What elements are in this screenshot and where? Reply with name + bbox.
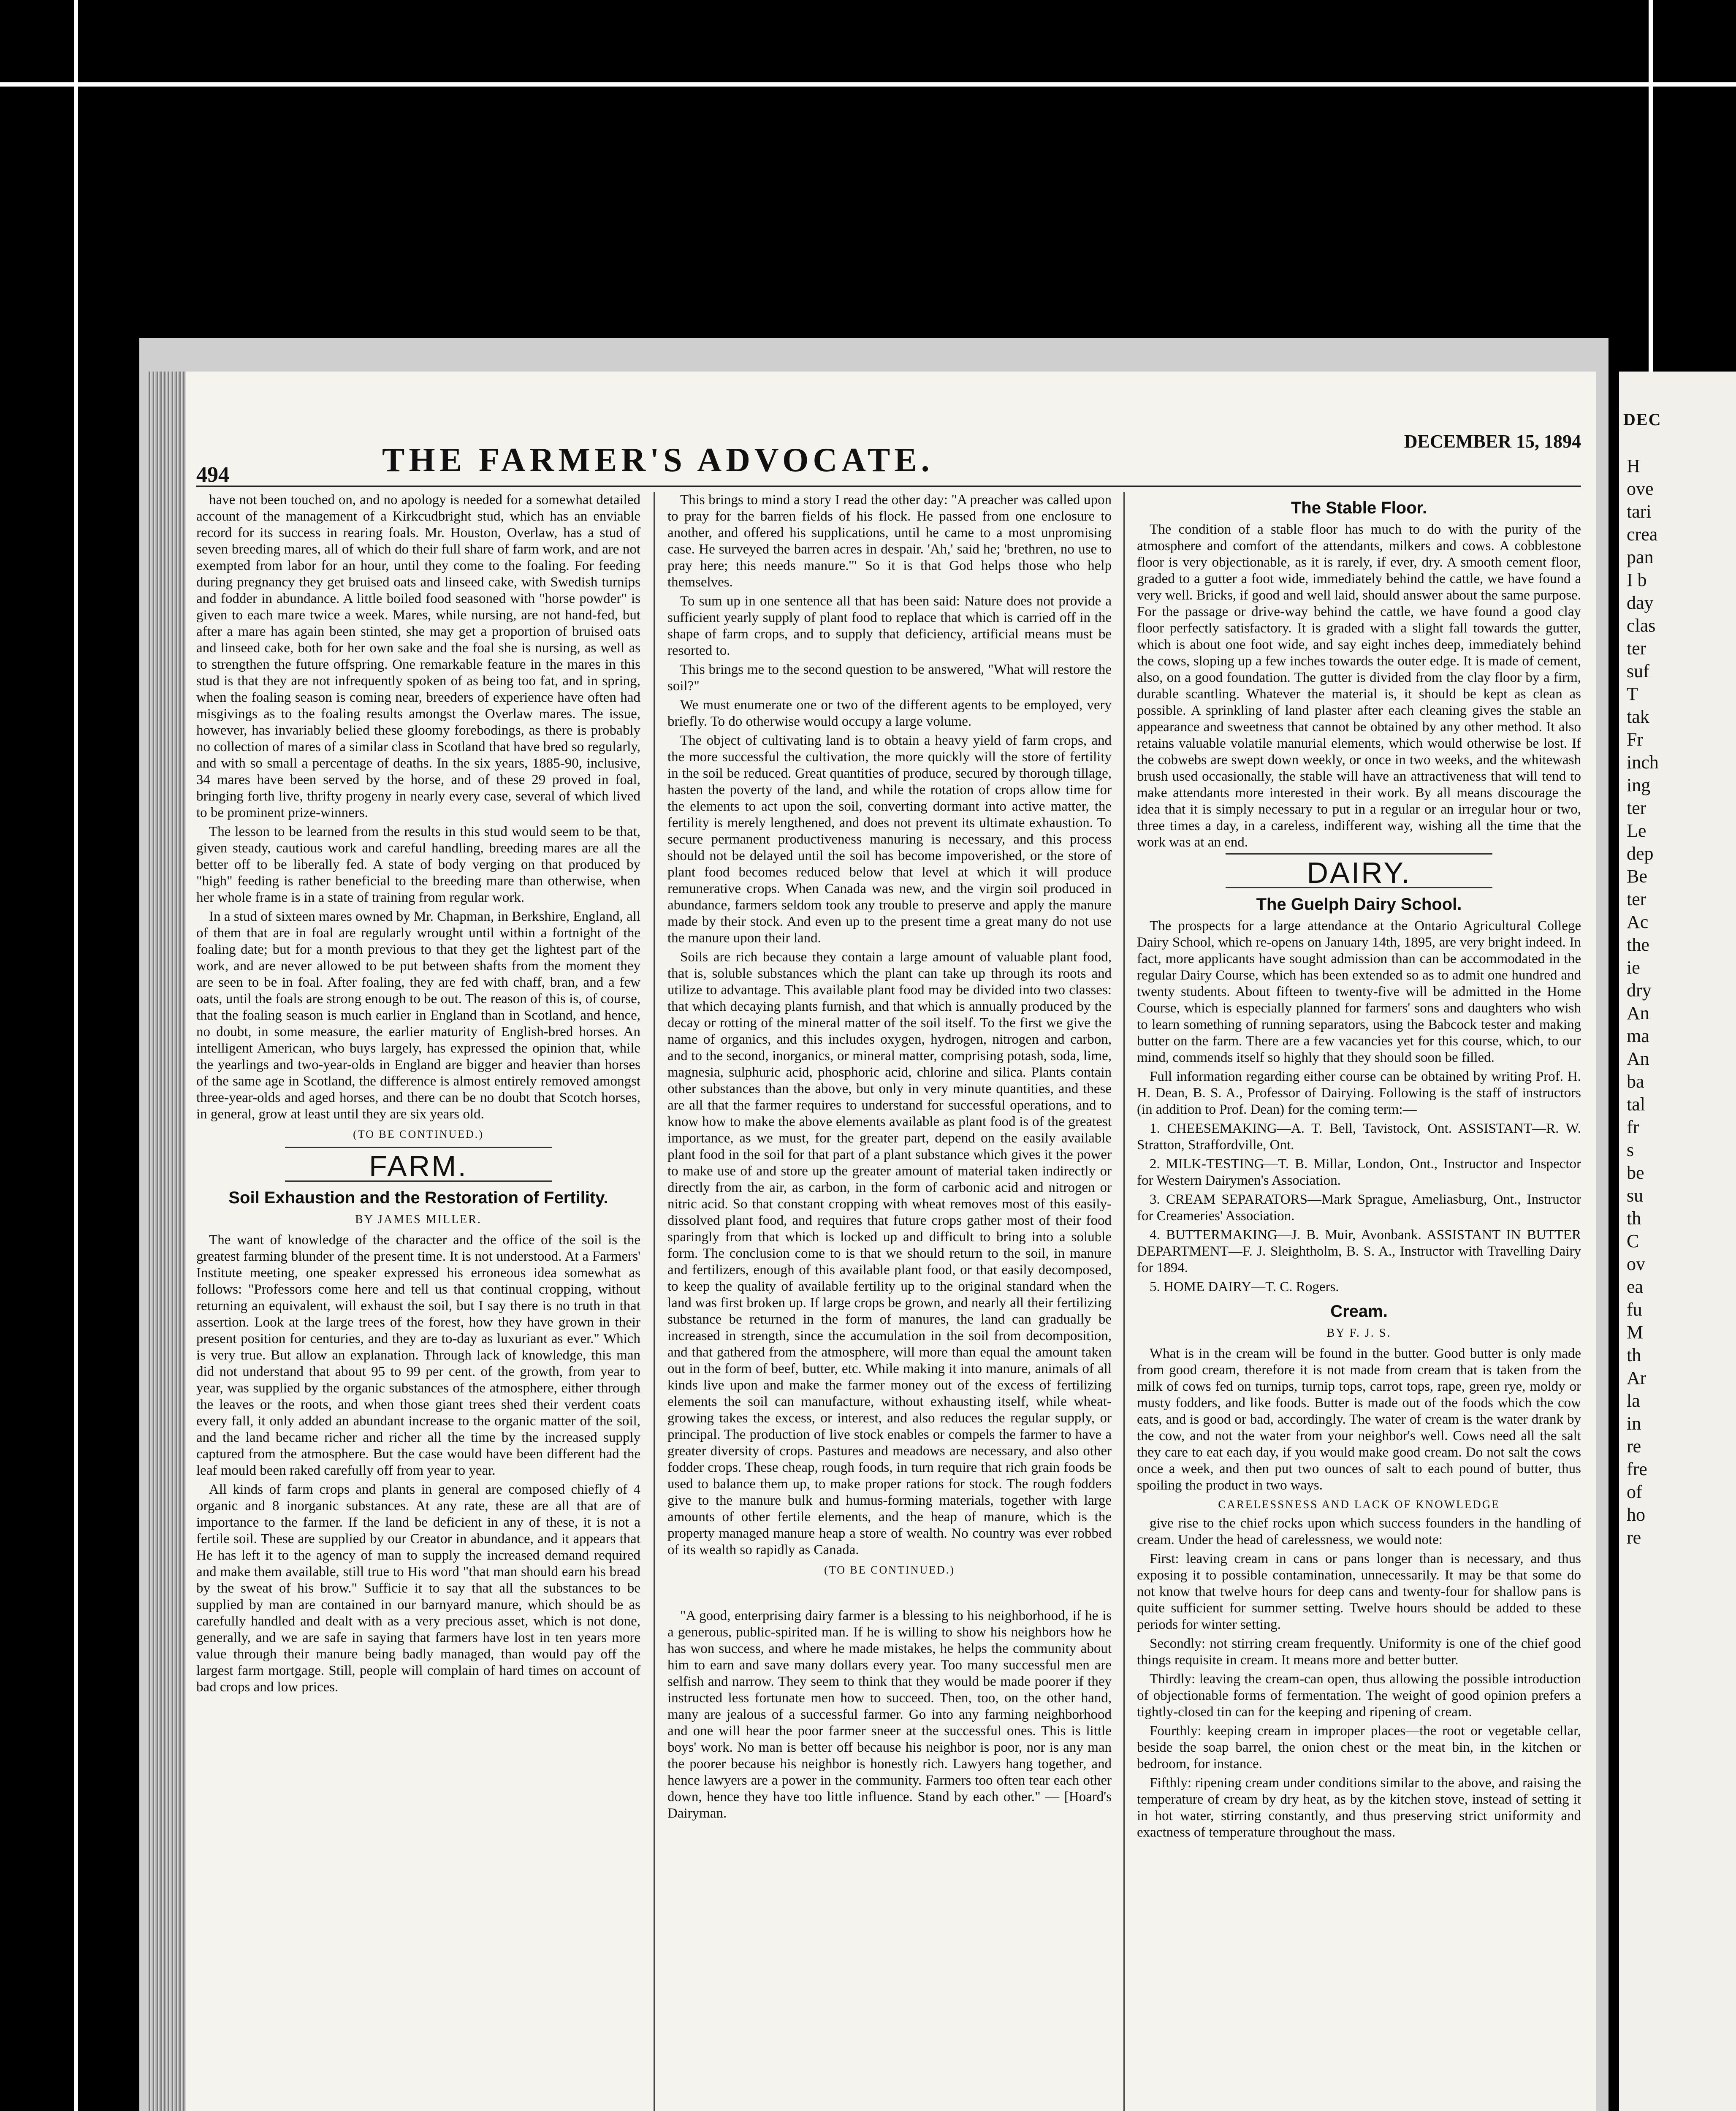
spacer [667,1582,1112,1608]
adjacent-page-fragment-line: fu [1627,1299,1642,1320]
issue-date: DECEMBER 15, 1894 [1404,431,1581,452]
book-binding [148,372,186,2111]
adjacent-page-fragment-line: ter [1627,638,1646,659]
quote-paragraph: "A good, enterprising dairy farmer is a blessing to his neighborhood, if he is a generous, public-spirited man. If he is willing to show his neighbors how he has won success, and where he made mistakes, he helps the community about him to earn and save many dollars every year. Too many successful men are selfish and narrow. They seem to think that they would be made poorer if they instructed less fortunate men how to succeed. Then, too, on the other hand, many are jealous of a successful farmer. Go into any farming neighborhood and one will hear the poor farmer sneer at the successful ones. This is little boys' work. No man is better off because his neighbor is poor, nor is any man the poorer because his neighbor is honestly rich. Lawyers hang together, and hence lawyers are a power in the community. Farmers too often tear each other down, hence they have too little influence. Stand by each other." — [Hoard's Dairyman. [667,1608,1112,1821]
adjacent-page-fragment-line: ma [1627,1026,1649,1046]
film-edge-top [0,82,1736,87]
body-paragraph: have not been touched on, and no apology is needed for a somewhat detailed account of the management of a Kirkcudbright stud, which has an enviable record for its success in rearing foals. Mr. Houston, Overlaw, has a stud of seven breeding mares, all of which do their full share of farm work, and are not exempted from labor for an hour, until they come to the foaling. For feeding during pregnancy they get bruised oats and linseed cake, with Swedish turnips and fodder in abundance. A little boiled food seasoned with "horse powder" is given to each mare twice a week. Mares, while nursing, are not hand-fed, but after a mare has again been stinted, she may get a proportion of bruised oats and linseed cake, both for her own sake and the foal she is nursing, as well as to strengthen the future offspring. One remarkable feature in the mares in this stud is that they are not infrequently spoken of as being too fat, and in spring, when the foaling season is coming near, breeders of experience have often had misgivings as to the foaling results amongst the Overlaw mares. The issue, however, has invariably belied these gloomy forebodings, as there is probably no collection of mares of a similar class in Scotland that have bred so regularly, and with so small a percentage of deaths. In the six years, 1885-90, inclusive, 34 mares have been served by the horse, and of these 29 proved in foal, bringing forth live, thrifty progeny in nearly every case, several of which lived to be prominent prize-winners. [196,492,640,820]
adjacent-page-fragment-line: An [1627,1048,1649,1069]
adjacent-page-fragment-line: th [1627,1208,1641,1229]
staff-entry: 2. MILK-TESTING—T. B. Millar, London, Ont., Instructor and Inspector for Western Dairymen's Association. [1137,1156,1581,1188]
section-rule [285,1147,551,1148]
body-paragraph: give rise to the chief rocks upon which success founders in the handling of cream. Under the head of carelessness, we would note: [1137,1516,1581,1547]
adjacent-page-fragment-line: day [1627,592,1654,613]
adjacent-page-text [1619,455,1736,1549]
paper-title: THE FARMER'S ADVOCATE. [382,442,934,479]
staff-entry: 5. HOME DAIRY—T. C. Rogers. [1150,1279,1339,1294]
article-title: The Guelph Dairy School. [1256,895,1462,914]
section-head-farm: FARM. [369,1150,468,1183]
adjacent-page-fragment-line: re [1627,1436,1641,1457]
continued-note: (TO BE CONTINUED.) [824,1564,955,1576]
section-head-dairy: DAIRY. [1307,856,1411,889]
columns [196,492,1581,2111]
byline: BY F. J. S. [1326,1327,1392,1340]
body-paragraph: The object of cultivating land is to obtain a heavy yield of farm crops, and the more successful the cultivation, the more quickly will the store of fertility in the soil be reduced. Great quantities of produce, secured by thorough tillage, hasten the poverty of the land, and while the rotation of crops allow time for the elements to act upon the soil, converting dormant into active matter, the fertility is merely lengthened, and does not prevent its ultimate exhaustion. To secure permanent productiveness manuring is necessary, and this process should not be delayed until the soil has become impoverished, or the store of plant food becomes reduced below that level at which it will produce remunerative crops. When Canada was new, and the virgin soil produced in abundance, farmers seldom took any trouble to preserve and apply the manure made by their stock. And even up to the present time a great many do not use the manure upon their land. [667,733,1112,946]
body-paragraph: This brings me to the second question to be answered, "What will restore the soil?" [667,662,1112,694]
body-paragraph: Fifthly: ripening cream under conditions similar to the above, and raising the temperature of cream by dry heat, as by the kitchen stove, instead of setting it in hot water, stirring constantly, and thus preserving strict uniformity and exactness of temperature throughout the mass. [1137,1775,1581,1840]
body-paragraph: To sum up in one sentence all that has been said: Nature does not provide a sufficient yearly supply of plant food to replace that which is carried off in the shape of farm crops, and to supply that deficiency, artificial means must be resorted to. [667,594,1112,658]
adjacent-page-fragment-line: fr [1627,1117,1639,1137]
column-1 [196,492,640,2111]
adjacent-page-fragment-line: ove [1627,478,1654,499]
adjacent-page-fragment-line: H [1627,456,1640,476]
adjacent-page-fragment-line: tak [1627,706,1649,727]
adjacent-page-fragment-line: tari [1627,501,1652,522]
continued-note: (TO BE CONTINUED.) [353,1128,484,1140]
masthead [196,422,1581,487]
adjacent-page-fragment-line: crea [1627,524,1658,545]
adjacent-page-fragment-line: fre [1627,1459,1647,1479]
staff-entry: 4. BUTTERMAKING—J. B. Muir, Avonbank. ASSISTANT IN BUTTER DEPARTMENT—F. J. Sleightholm, B. S. A., Instructor with Travelling Dairy for 1894. [1137,1227,1581,1275]
adjacent-page-fragment [1619,372,1736,2111]
section-rule [1226,853,1492,855]
adjacent-page-fragment-line: I b [1627,570,1647,590]
adjacent-page-fragment-line: ter [1627,889,1646,909]
adjacent-page-fragment-line: in [1627,1413,1641,1434]
adjacent-page-fragment-line: clas [1627,615,1656,636]
adjacent-page-fragment-line: be [1627,1162,1644,1183]
body-paragraph: First: leaving cream in cans or pans longer than is necessary, and thus exposing it to possible contamination, unnecessarily. It may be that some do not know that twelve hours for deep cans and twenty-four for shallow pans is quite sufficient for summer setting. Twelve hours should be added to these periods for winter setting. [1137,1551,1581,1632]
adjacent-page-fragment-line: of [1627,1481,1642,1502]
adjacent-page-fragment-line: Ar [1627,1368,1646,1388]
film-edge-left [74,0,78,2111]
adjacent-page-fragment-line: Be [1627,866,1647,887]
page-number: 494 [196,463,229,487]
adjacent-page-fragment-line: s [1627,1140,1634,1160]
byline: BY JAMES MILLER. [355,1213,482,1226]
adjacent-page-header: DEC [1623,410,1662,429]
adjacent-page-fragment-line: ba [1627,1071,1644,1092]
adjacent-page-fragment-line: ea [1627,1276,1644,1297]
adjacent-page-fragment-line: pan [1627,547,1654,567]
body-paragraph: The prospects for a large attendance at the Ontario Agricultural College Dairy School, which re-opens on January 14th, 1895, are very bright indeed. In fact, more applicants have sought admission than can be accommodated in the regular Dairy Course, which has been extended so as to admit one hundred and twenty students. About fifteen to twenty-five will be admitted in the Home Course, which is especially planned for farmers' sons and daughters who wish to learn something of running separators, using the Babcock tester and making butter on the farm. There are a few vacancies yet for this course, which, to our mind, commends itself so highly that they should soon be filled. [1137,918,1581,1065]
column-3 [1137,492,1581,2111]
adjacent-page-fragment-line: Fr [1627,729,1644,750]
body-paragraph: In a stud of sixteen mares owned by Mr. Chapman, in Berkshire, England, all of them that are in foal are regularly wrought until within a fortnight of the foaling date; but for a month previous to that they get the lightest part of the work, and are never allowed to be put between shafts from the moment they are seen to be in foal. After foaling, they are fed with chaff, bran, and a few oats, until the foals are strong enough to be out. The reason of this is, of course, that the foaling season is much earlier in England than in Scotland, and hence, no doubt, in some measure, the earlier maturity of English-bred horses. An intelligent American, who buys largely, has expressed the opinion that, while the yearlings and two-year-olds in England are bigger and heavier than horses of the same age in Scotland, the difference is almost entirely removed amongst three-year-olds and aged horses, and there can be no doubt that Scotch horses, in general, grow at least until they are six years old. [196,909,640,1122]
adjacent-page-fragment-line: th [1627,1345,1641,1365]
column-divider [654,492,655,2111]
subheading: CARELESSNESS AND LACK OF KNOWLEDGE [1218,1498,1500,1511]
adjacent-page-fragment-line: ing [1627,775,1651,795]
body-paragraph: All kinds of farm crops and plants in general are composed chiefly of 4 organic and 8 inorganic substances. At any rate, these are all that are of importance to the farmer. If the land be deficient in any of these, it is not a fertile soil. These are supplied by our Creator in abundance, and it appears that He has left it to the agency of man to supply the increased demand required and make them available, still true to His word "that man should earn his bread by the sweat of his brow." Sufficie it to say that all the substances to be supplied by man are contained in our barnyard manure, which should be as carefully handled and dealt with as a very precious asset, which is not done, generally, and we are safe in saying that farmers have lost in ten years more value through their manure being badly managed, than would pay off the largest farm mortgage. Still, people will complain of hard times on account of bad crops and low prices. [196,1482,640,1695]
body-paragraph: Secondly: not stirring cream frequently. Uniformity is one of the chief good things requisite in cream. It means more and better butter. [1137,1636,1581,1668]
masthead-rule [196,486,1581,487]
body-paragraph: We must enumerate one or two of the different agents to be employed, very briefly. To do otherwise would occupy a large volume. [667,697,1112,729]
adjacent-page-fragment-line: ter [1627,798,1646,818]
article-title: The Stable Floor. [1291,499,1427,517]
staff-entry: 3. CREAM SEPARATORS—Mark Sprague, Ameliasburg, Ont., Instructor for Creameries' Association. [1137,1192,1581,1224]
adjacent-page-fragment-line: dep [1627,843,1654,864]
body-paragraph: The condition of a stable floor has much to do with the purity of the atmosphere and comfort of the attendants, milkers and cows. A cobblestone floor is very objectionable, as it is rarely, if ever, dry. A smooth cement floor, graded to a gutter a foot wide, immediately behind the cattle, we have found a very well. Bricks, if good and well laid, should answer about the same purpose. For the passage or drive-way behind the cattle, we have found a good clay floor perfectly satisfactory. It is graded with a slight fall towards the gutter, which is about one foot wide, and say eight inches deep, immediately behind the cows, sloping up a few inches towards the outer edge. It is made of cement, also, on a good foundation. The gutter is divided from the clay floor by a firm, durable scantling. Whatever the material is, it should be kept as clean as possible. A sprinkling of land plaster after each cleaning gives the stable an appearance and sweetness that cannot be obtained by any other method. It also retains valuable volatile manurial elements, which would otherwise be lost. If the cobwebs are swept down weekly, or once in two weeks, and the whitewash brush used occasionally, the stable will have an attractiveness that will tend to make attendants more interested in their work. By all means discourage the idea that it is simply necessary to put in a regular or an irregular hour or two, three times a day, in a careless, indifferent way, wishing all the time that the work was at an end. [1137,522,1581,850]
adjacent-page-fragment-line: su [1627,1185,1644,1206]
adjacent-page-fragment-line: T [1627,684,1638,704]
adjacent-page-fragment-line: ie [1627,957,1640,978]
adjacent-page-fragment-line: Ac [1627,912,1649,932]
adjacent-page-fragment-line: An [1627,1003,1649,1023]
adjacent-page-fragment-line: dry [1627,980,1652,1001]
adjacent-page-fragment-line: ho [1627,1504,1645,1525]
adjacent-page-fragment-line: ov [1627,1254,1645,1274]
adjacent-page-fragment-line: la [1627,1390,1640,1411]
adjacent-page-fragment-line: re [1627,1527,1641,1548]
body-paragraph: The want of knowledge of the character and the office of the soil is the greatest farming blunder of the present time. It is not understood. At a Farmers' Institute meeting, one speaker expressed his erroneous idea somewhat as follows: "Professors come here and tell us that continual cropping, without returning an equivalent, will exhaust the soil, but I say there is no truth in that assertion. Look at the large trees of the forest, how they have grown in their present position for centuries, and they are to-day as luxuriant as ever." Which is very true. But allow an explanation. Through lack of knowledge, this man did not understand that about 95 to 99 per cent. of the growth, from year to year, was supplied by the organic substances of the atmosphere, either through the leaves or the roots, and when those giant trees shed their verdent coats every fall, it only added an abundant increase to the organic matter of the soil, and the land became richer and richer all the time by the increased supply captured from the atmosphere. But the case would have been different had the leaf mould been raked carefully off from year to year. [196,1232,640,1478]
body-paragraph: Full information regarding either course can be obtained by writing Prof. H. H. Dean, B. S. A., Professor of Dairying. Following is the staff of instructors (in addition to Prof. Dean) for the coming term:— [1137,1069,1581,1117]
adjacent-page-fragment-line: suf [1627,661,1649,681]
adjacent-page-fragment-line: M [1627,1322,1644,1343]
body-paragraph: This brings to mind a story I read the other day: "A preacher was called upon to pray for the barren fields of his flock. He passed from one enclosure to another, and offered his supplications, until he came to a most unpromising case. He surveyed the barren acres in despair. 'Ah,' said he; 'brethren, no use to pray here; this needs manure.'" So it is that God helps those who help themselves. [667,492,1112,590]
adjacent-page-fragment-line: inch [1627,752,1659,773]
adjacent-page-fragment-line: the [1627,934,1649,955]
body-paragraph: Soils are rich because they contain a large amount of valuable plant food, that is, soluble substances which the plant can take up through its roots and utilize to advantage. This available plant food may be divided into two classes: that which decaying plants furnish, and that which is annually produced by the decay or rotting of the mineral matter of the soil itself. To the first we give the name of organics, and this includes oxygen, hydrogen, nitrogen and carbon, and to the second, inorganics, or mineral matter, comprising potash, soda, lime, magnesia, sulphuric acid, phosphoric acid, chlorine and silica. Plants contain other substances than the above, but only in very minute quantities, and these are all that the farmer requires to understand for successful operations, and to know how to make the above elements available as plant food is of the greatest importance, as we must, for the greater part, depend on the easily available plant food in the soil for that part of a plant substance which gives it the power to make use of and store up the greater amount of material taken indirectly or directly from the air, as carbon, in the form of carbonic acid and nitrogen or nitric acid. So that constant cropping with wheat removes most of this easily-dissolved plant food, and requires that future crops gather most of their food sparingly from that which is locked up and difficult to bring into a soluble form. The conclusion come to is that we should return to the soil, in manure and fertilizers, enough of this available plant food, or that easily decomposed, to keep the quality of available fertility up to the original standard when the land was first broken up. If large crops be grown, and nearly all their fertilizing substance be returned in the form of manures, the land can gradually be increased in strength, since the accumulation in the soil from decomposition, and that gathered from the atmosphere, will more than equal the amount taken out in the form of beef, butter, etc. While making it into manure, animals of all kinds live upon and make the farmer money out of the excess of fertilizing elements the soil can manufacture, without exhausting itself, while wheat-growing takes the excess, or interest, and also reduces the regular supply, or principal. The production of live stock enables or compels the farmer to have a greater diversity of crops. Pastures and meadows are necessary, and also other fodder crops. These cheap, rough foods, in turn require that rich grain foods be used to balance them up, to make proper rations for stock. The rough fodders give to the manure bulk and humus-forming materials, together with large amounts of other fertile elements, and the heap of manure, which is the property managed manure heap a store of wealth. No country was ever robbed of its wealth so rapidly as Canada. [667,950,1112,1557]
article-title: Soil Exhaustion and the Restoration of Fertility. [228,1188,608,1207]
staff-entry: 1. CHEESEMAKING—A. T. Bell, Tavistock, Ont. ASSISTANT—R. W. Stratton, Straffordville, Ont. [1137,1121,1581,1153]
column-2 [667,492,1112,2111]
adjacent-page-fragment-line: Le [1627,820,1646,841]
column-divider [1123,492,1125,2111]
article-title: Cream. [1330,1302,1388,1321]
body-paragraph: Fourthly: keeping cream in improper places—the root or vegetable cellar, beside the soap barrel, the onion chest or the meat bin, in the kitchen or bedroom, for instance. [1137,1723,1581,1772]
body-paragraph: The lesson to be learned from the results in this stud would seem to be that, given steady, cautious work and careful handling, breeding mares are all the better off to be liberally fed. A state of body verging on that produced by "high" feeding is rather beneficial to the breeding mare than otherwise, when her whole frame is in a state of training from regular work. [196,824,640,905]
adjacent-page-fragment-line: tal [1627,1094,1645,1115]
body-paragraph: What is in the cream will be found in the butter. Good butter is only made from good cream, therefore it is not made from cream that is taken from the milk of cows fed on turnips, turnip tops, carrot tops, rape, green rye, moldy or musty fodders, and like foods. Butter is made out of the foods which the cow eats, and is good or bad, accordingly. The water of cream is the water drank by the cow, and not the water from your neighbor's well. Cows need all the salt they care to eat each day, if you would make good cream. Do not salt the cows once a week, and then put two ounces of salt to each pound of butter, thus spoiling the product in two ways. [1137,1346,1581,1493]
body-paragraph: Thirdly: leaving the cream-can open, thus allowing the possible introduction of objectionable forms of fermentation. The weight of good opinion prefers a tightly-closed tin can for the keeping and ripening of cream. [1137,1671,1581,1720]
adjacent-page-fragment-line: C [1627,1231,1639,1251]
